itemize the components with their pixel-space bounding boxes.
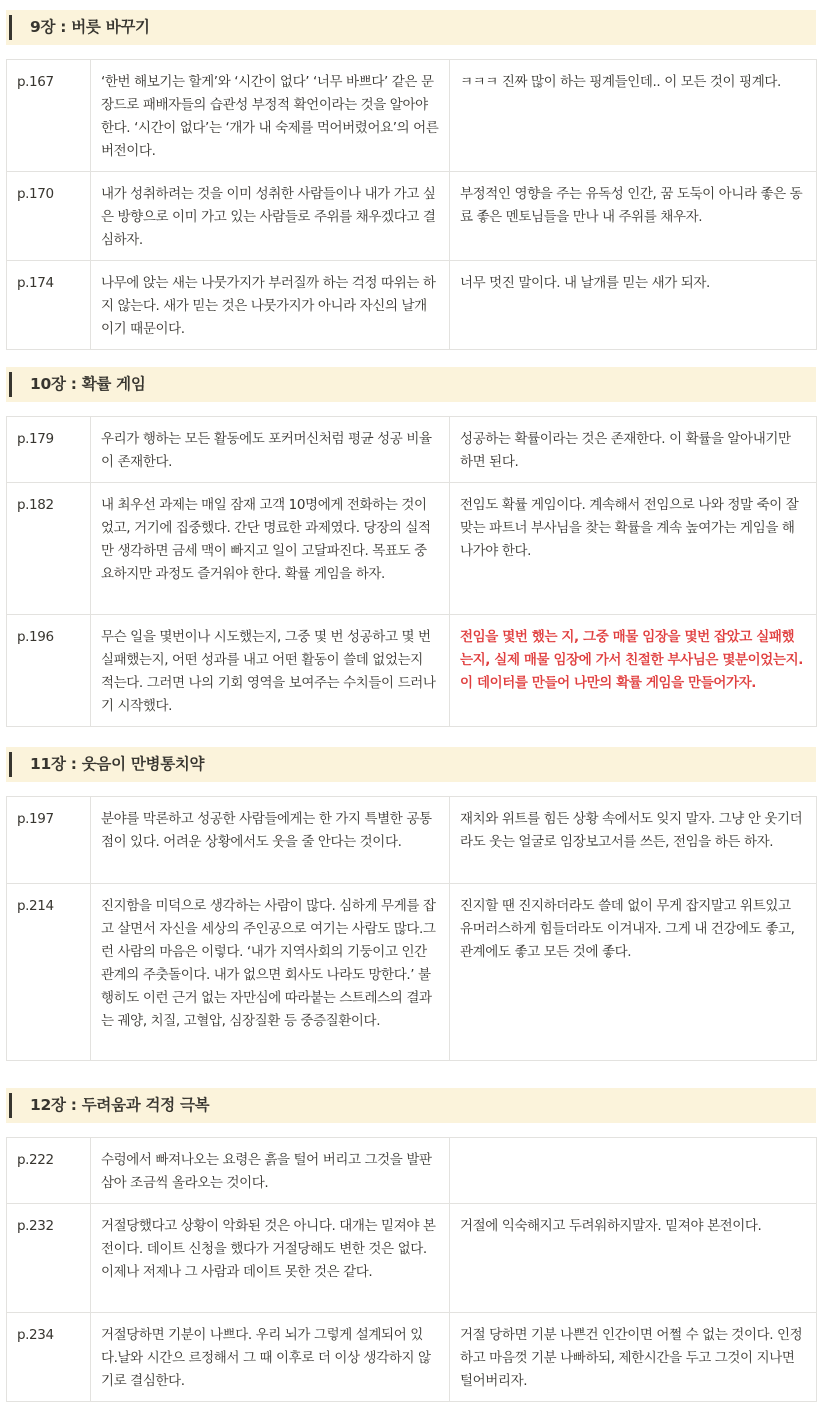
note-cell: 재치와 위트를 힘든 상황 속에서도 잊지 말자. 그냥 안 웃기더라도 웃는 얼굴로 임장보고서를 쓰든, 전임을 하든 하자. bbox=[450, 797, 817, 884]
quote-cell: 내가 성취하려는 것을 이미 성취한 사람들이나 내가 가고 싶은 방향으로 이미 가고 있는 사람들로 주위를 채우겠다고 결심하자. bbox=[91, 172, 450, 261]
quote-cell: 내 최우선 과제는 매일 잠재 고객 10명에게 전화하는 것이었고, 거기에 집중했다. 간단 명료한 과제였다. 당장의 실적만 생각하면 금세 맥이 빠지고 일이 고달파진다. 목표도 중요하지만 과정도 즐거워야 한다. 확률 게임을 하자. bbox=[91, 483, 450, 615]
page-number: p.234 bbox=[7, 1313, 91, 1402]
note-cell-highlighted: 전임을 몇번 했는 지, 그중 매물 임장을 몇번 잡았고 실패했는지, 실제 매물 임장에 가서 친절한 부사님은 몇분이었는지. 이 데이터를 만들어 나만의 확률 게임을 만들어가자. bbox=[450, 615, 817, 727]
note-cell: 거절 당하면 기분 나쁜건 인간이면 어쩔 수 없는 것이다. 인정하고 마음껏 기분 나빠하되, 제한시간을 두고 그것이 지나면 털어버리자. bbox=[450, 1313, 817, 1402]
notes-table bbox=[6, 59, 817, 350]
section-title: 11장 : 웃음이 만병통치약 bbox=[30, 755, 205, 773]
page-number: p.179 bbox=[7, 417, 91, 483]
page-number: p.182 bbox=[7, 483, 91, 615]
note-cell: 진지할 땐 진지하더라도 쓸데 없이 무게 잡지말고 위트있고 유머러스하게 힘들더라도 이겨내자. 그게 내 건강에도 좋고, 관계에도 좋고 모든 것에 좋다. bbox=[450, 884, 817, 1061]
notes-table bbox=[6, 796, 817, 1061]
note-cell: 거절에 익숙해지고 두려워하지말자. 밑져야 본전이다. bbox=[450, 1204, 817, 1313]
section-header bbox=[6, 1088, 816, 1123]
section-header bbox=[6, 747, 816, 782]
quote-cell: 분야를 막론하고 성공한 사람들에게는 한 가지 특별한 공통점이 있다. 어려운 상황에서도 웃을 줄 안다는 것이다. bbox=[91, 797, 450, 884]
note-cell: 성공하는 확률이라는 것은 존재한다. 이 확률을 알아내기만 하면 된다. bbox=[450, 417, 817, 483]
section-header bbox=[6, 367, 816, 402]
page-number: p.214 bbox=[7, 884, 91, 1061]
section-header-bar bbox=[9, 372, 12, 397]
table-row bbox=[7, 884, 817, 1061]
table-row bbox=[7, 172, 817, 261]
quote-cell: 거절당했다고 상황이 악화된 것은 아니다. 대개는 밑져야 본전이다. 데이트 신청을 했다가 거절당해도 변한 것은 없다. 이제나 저제나 그 사람과 데이트 못한 것은 같다. bbox=[91, 1204, 450, 1313]
table-row bbox=[7, 60, 817, 172]
note-cell: ㅋㅋㅋ 진짜 많이 하는 핑계들인데.. 이 모든 것이 핑계다. bbox=[450, 60, 817, 172]
table-row bbox=[7, 1138, 817, 1204]
section-title: 10장 : 확률 게임 bbox=[30, 375, 146, 393]
section-title: 9장 : 버릇 바꾸기 bbox=[30, 18, 150, 36]
section-header-bar bbox=[9, 752, 12, 777]
notes-table bbox=[6, 416, 817, 727]
page-number: p.232 bbox=[7, 1204, 91, 1313]
quote-cell: 무슨 일을 몇번이나 시도했는지, 그중 몇 번 성공하고 몇 번 실패했는지, 어떤 성과를 내고 어떤 활동이 쓸데 없었는지 적는다. 그러면 나의 기회 영역을 보여주는 수치들이 드러나기 시작했다. bbox=[91, 615, 450, 727]
section-header-bar bbox=[9, 15, 12, 40]
notes-table bbox=[6, 1137, 817, 1402]
quote-cell: 거절당하면 기분이 나쁘다. 우리 뇌가 그렇게 설계되어 있다.날와 시간으 르정해서 그 때 이후로 더 이상 생각하지 않기로 결심한다. bbox=[91, 1313, 450, 1402]
section-header-bar bbox=[9, 1093, 12, 1118]
note-cell: 너무 멋진 말이다. 내 날개를 믿는 새가 되자. bbox=[450, 261, 817, 350]
page-number: p.196 bbox=[7, 615, 91, 727]
page-number: p.197 bbox=[7, 797, 91, 884]
note-cell: 부정적인 영향을 주는 유독성 인간, 꿈 도둑이 아니라 좋은 동료 좋은 멘토님들을 만나 내 주위를 채우자. bbox=[450, 172, 817, 261]
table-row bbox=[7, 797, 817, 884]
quote-cell: 나무에 앉는 새는 나뭇가지가 부러질까 하는 걱정 따위는 하지 않는다. 새가 믿는 것은 나뭇가지가 아니라 자신의 날개이기 때문이다. bbox=[91, 261, 450, 350]
page-number: p.167 bbox=[7, 60, 91, 172]
table-row bbox=[7, 261, 817, 350]
table-row bbox=[7, 1313, 817, 1402]
note-cell bbox=[450, 1138, 817, 1204]
quote-cell: 진지함을 미덕으로 생각하는 사람이 많다. 심하게 무게를 잡고 살면서 자신을 세상의 주인공으로 여기는 사람도 많다.그런 사람의 마음은 이렇다. ‘내가 지역사회의 기둥이고 인간관계의 주춧돌이다. 내가 없으면 회사도 나라도 망한다.’ 불행히도 이런 근거 없는 자만심에 따라붙는 스트레스의 결과는 궤양, 치질, 고혈압, 심장질환 등 중증질환이다. bbox=[91, 884, 450, 1061]
quote-cell: 우리가 행하는 모든 활동에도 포커머신처럼 평균 성공 비율이 존재한다. bbox=[91, 417, 450, 483]
section-header bbox=[6, 10, 816, 45]
page-number: p.222 bbox=[7, 1138, 91, 1204]
table-row bbox=[7, 615, 817, 727]
note-cell: 전임도 확률 게임이다. 계속해서 전임으로 나와 정말 죽이 잘맞는 파트너 부사님을 찾는 확률을 계속 높여가는 게임을 해나가야 한다. bbox=[450, 483, 817, 615]
quote-cell: ‘한번 해보기는 할게’와 ‘시간이 없다’ ‘너무 바쁘다’ 같은 문장드로 패배자들의 습관성 부정적 확언이라는 것을 알아야 한다. ‘시간이 없다’는 ‘개가 내 숙제를 먹어버렸어요’의 어른 버전이다. bbox=[91, 60, 450, 172]
table-row bbox=[7, 417, 817, 483]
page-number: p.170 bbox=[7, 172, 91, 261]
section-title: 12장 : 두려움과 걱정 극복 bbox=[30, 1096, 210, 1114]
table-row bbox=[7, 483, 817, 615]
quote-cell: 수렁에서 빠져나오는 요령은 흙을 털어 버리고 그것을 발판 삼아 조금씩 올라오는 것이다. bbox=[91, 1138, 450, 1204]
table-row bbox=[7, 1204, 817, 1313]
page-number: p.174 bbox=[7, 261, 91, 350]
